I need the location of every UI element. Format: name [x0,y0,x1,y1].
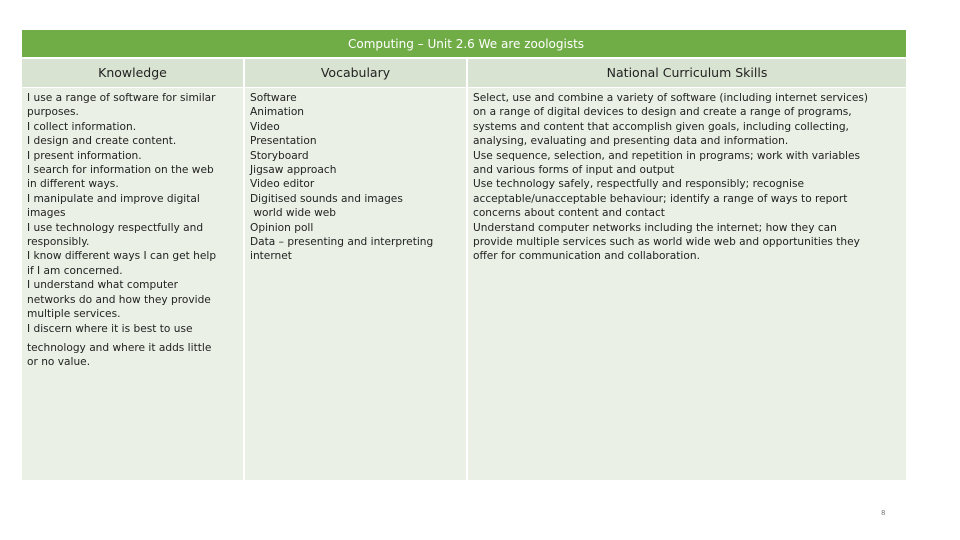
knowledge-line: I design and create content. [27,135,177,148]
vocabulary-word: internet [250,250,292,263]
knowledge-line: I discern where it is best to use [27,322,193,335]
title-bar [22,30,906,57]
curriculum-line: Understand computer networks including the internet; how they can [473,221,837,234]
knowledge-line: purposes. [27,106,79,119]
vocabulary-word: Video editor [250,178,315,191]
vocabulary-word: Digitised sounds and images [250,192,403,205]
knowledge-line: I use a range of software for similar [27,92,216,104]
curriculum-line: Select, use and combine a variety of software (including internet services) [473,92,868,104]
vocabulary-cell [245,88,466,480]
knowledge-line: I manipulate and improve digital [27,192,200,205]
knowledge-line: in different ways. [27,178,119,191]
curriculum-line: systems and content that accomplish given goals, including collecting, [473,120,849,133]
header-vocabulary-label: Vocabulary [320,65,391,80]
header-knowledge-label: Knowledge [98,65,167,80]
header-vocabulary [245,59,466,87]
header-knowledge [22,59,243,87]
vocabulary-word: Presentation [250,135,317,148]
vocabulary-word: Data – presenting and interpreting [250,236,434,249]
unit-title: Computing – Unit 2.6 We are zoologists [347,37,585,51]
header-curriculum-label: National Curriculum Skills [606,65,768,80]
vocabulary-word: Storyboard [250,149,309,162]
curriculum-line: Use technology safely, respectfully and responsibly; recognise [473,178,804,191]
knowledge-line: if I am concerned. [27,264,123,277]
knowledge-line: or no value. [27,356,91,369]
vocabulary-word: Jigsaw approach [250,164,337,177]
page-number: 8 [881,509,886,517]
knowledge-line: multiple services. [27,308,121,321]
knowledge-line: I know different ways I can get help [27,250,217,263]
knowledge-line: images [27,207,66,220]
curriculum-line: Use sequence, selection, and repetition in programs; work with variables [473,149,861,162]
vocabulary-word: Animation [250,106,305,119]
curriculum-cell [468,88,906,480]
header-curriculum [468,59,906,87]
vocabulary-word: world wide web [250,207,337,220]
curriculum-line: offer for communication and collaboration. [473,250,700,263]
knowledge-line: I search for information on the web [27,164,214,177]
knowledge-cell [22,88,243,480]
knowledge-line: I use technology respectfully and [27,221,204,234]
vocabulary-word: Video [250,120,280,133]
vocabulary-word: Opinion poll [250,221,314,234]
knowledge-line: responsibly. [27,236,90,249]
curriculum-line: concerns about content and contact [473,207,665,220]
curriculum-line: and various forms of input and output [473,164,675,177]
curriculum-line: provide multiple services such as world wide web and opportunities they [473,236,860,249]
knowledge-line: networks do and how they provide [27,293,211,306]
vocabulary-word: Software [250,92,297,104]
knowledge-line: I present information. [27,149,142,162]
knowledge-line: technology and where it adds little [27,341,212,354]
curriculum-line: analysing, evaluating and presenting data and information. [473,135,789,148]
curriculum-line: acceptable/unacceptable behaviour; identify a range of ways to report [473,192,848,205]
knowledge-line: I understand what computer [27,279,178,292]
curriculum-line: on a range of digital devices to design and create a range of programs, [473,106,852,119]
knowledge-line: I collect information. [27,120,137,133]
